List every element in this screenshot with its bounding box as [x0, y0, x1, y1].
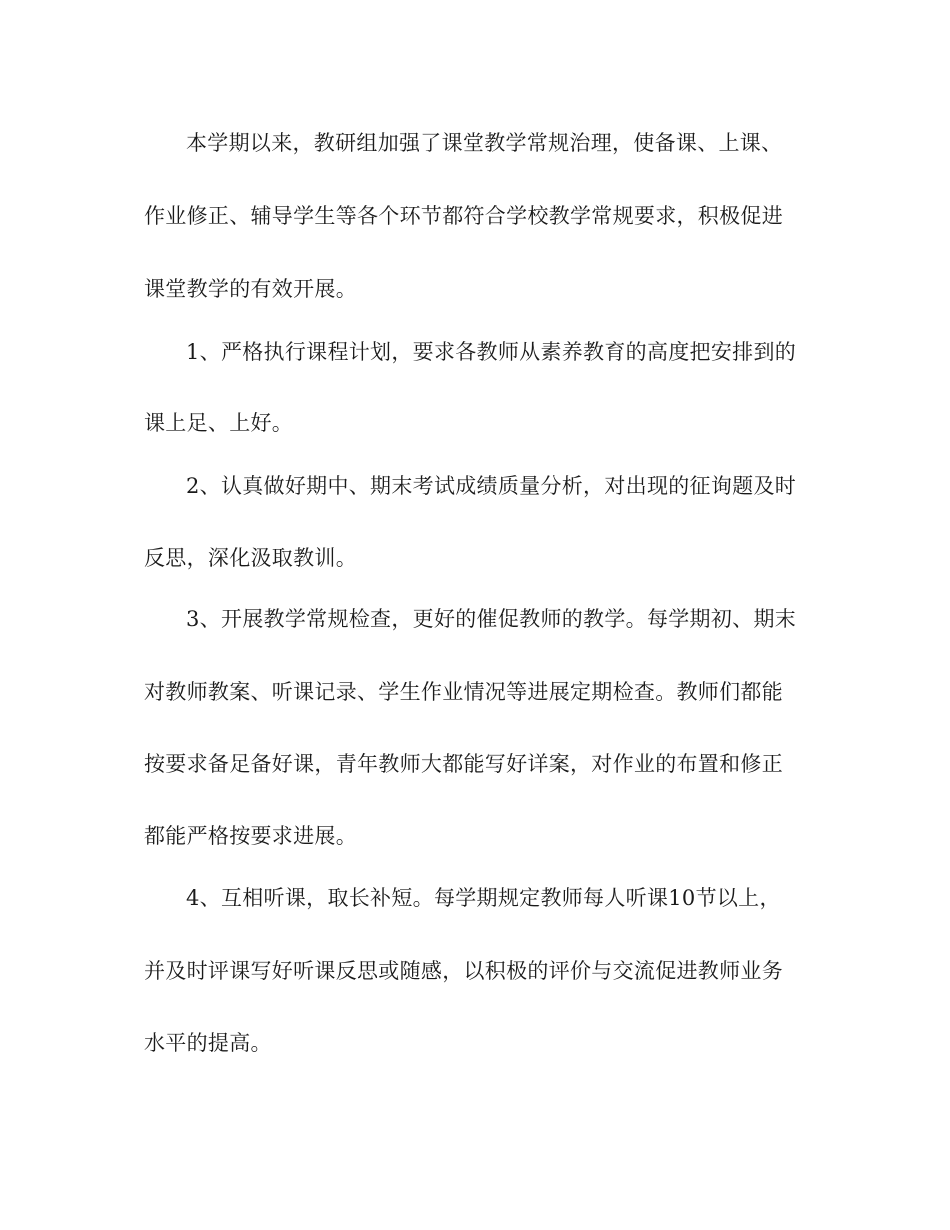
paragraph-4-line-1: 3、开展教学常规检查，更好的催促教师的教学。每学期初、期末 — [186, 607, 797, 631]
paragraph-5-line-3: 水平的提高。 — [144, 1031, 272, 1055]
paragraph-1-line-1: 本学期以来，教研组加强了课堂教学常规治理，使备课、上课、 — [186, 131, 783, 155]
paragraph-4-line-2: 对教师教案、听课记录、学生作业情况等进展定期检查。教师们都能 — [144, 680, 783, 704]
paragraph-2-line-2: 课上足、上好。 — [144, 411, 294, 435]
paragraph-1-line-3: 课堂教学的有效开展。 — [144, 277, 357, 301]
paragraph-5-line-2: 并及时评课写好听课反思或随感，以积极的评价与交流促进教师业务 — [144, 959, 783, 983]
paragraph-3-line-1: 2、认真做好期中、期末考试成绩质量分析，对出现的征询题及时 — [186, 474, 797, 498]
paragraph-5-line-1: 4、互相听课，取长补短。每学期规定教师每人听课10节以上， — [186, 886, 781, 910]
paragraph-4-line-3: 按要求备足备好课，青年教师大都能写好详案，对作业的布置和修正 — [144, 752, 783, 776]
paragraph-2-line-1: 1、严格执行课程计划，要求各教师从素养教育的高度把安排到的 — [186, 340, 797, 364]
paragraph-3-line-2: 反思，深化汲取教训。 — [144, 546, 357, 570]
paragraph-1-line-2: 作业修正、辅导学生等各个环节都符合学校教学常规要求，积极促进 — [144, 204, 783, 228]
paragraph-4-line-4: 都能严格按要求进展。 — [144, 824, 357, 848]
